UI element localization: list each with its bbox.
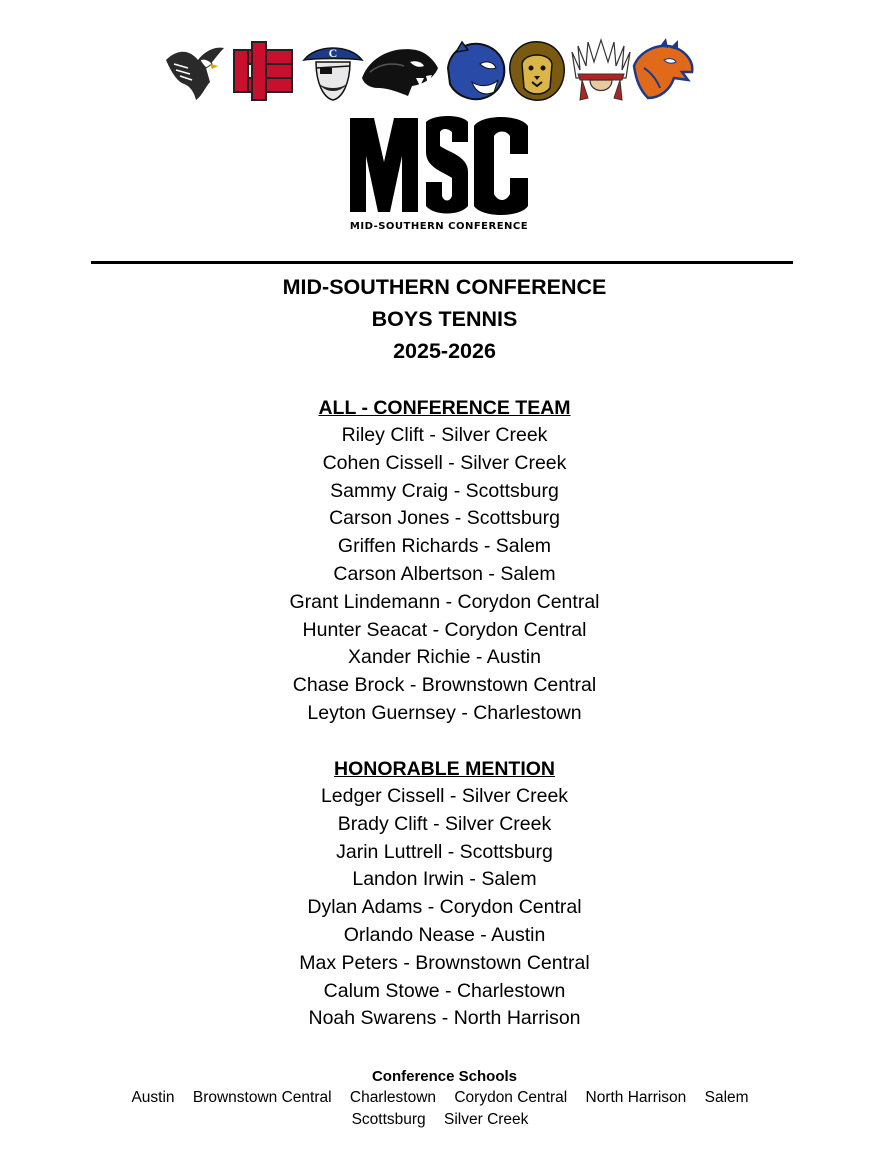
conference-schools-heading: Conference Schools [371,1068,518,1085]
msc-logo-caption: MID-SOUTHERN CONFERENCE [349,221,529,232]
list-item: Riley Clift - Silver Creek [341,424,548,446]
list-item: Griffen Richards - Salem [337,535,552,558]
list-item: Dylan Adams - Corydon Central [307,896,582,919]
school-name: Salem [704,1089,749,1106]
list-item: Landon Irwin - Salem [352,868,537,891]
wildcat-logo-icon [442,38,508,104]
school-logo-strip [160,38,696,104]
warrior-headdress-logo-icon [568,38,634,104]
school-name: North Harrison [585,1089,687,1106]
list-item: Hunter Seacat - Corydon Central [302,618,587,641]
list-item: Xander Richie - Austin [348,646,541,669]
all-conference-list [0,422,889,728]
list-item: Grant Lindemann - Corydon Central [289,590,600,613]
conference-title: MID-SOUTHERN CONFERENCE [282,275,607,299]
dragon-logo-icon [630,38,696,104]
pirate-logo-icon [300,38,366,104]
list-item: Orlando Nease - Austin [343,923,546,946]
lion-logo-icon [504,38,570,104]
list-item: Jarin Luttrell - Scottsburg [336,840,553,863]
list-item: Brady Clift - Silver Creek [337,812,552,835]
conference-schools-list [100,1087,780,1131]
list-item: Ledger Cissell - Silver Creek [320,785,569,807]
school-name: Charlestown [349,1089,437,1106]
list-item: Carson Jones - Scottsburg [329,507,560,530]
list-item: Chase Brock - Brownstown Central [292,674,597,697]
school-name: Brownstown Central [192,1089,332,1106]
list-item: Cohen Cissell - Silver Creek [322,451,567,474]
list-item: Noah Swarens - North Harrison [308,1007,581,1030]
cc-monogram-logo-icon [230,38,296,104]
list-item: Max Peters - Brownstown Central [299,951,590,974]
school-name: Austin [131,1089,175,1106]
honorable-mention-list [0,783,889,1033]
school-name: Scottsburg [351,1111,426,1128]
season-title: 2025-2026 [393,339,496,363]
msc-conference-logo [344,112,534,234]
sport-title: BOYS TENNIS [371,307,518,331]
svg-text:C: C [328,46,338,60]
school-name: Corydon Central [454,1089,568,1106]
list-item: Sammy Craig - Scottsburg [330,479,559,502]
header-divider [91,261,793,264]
list-item: Calum Stowe - Charlestown [323,979,566,1002]
eagle-logo-icon [160,38,226,104]
list-item: Leyton Guernsey - Charlestown [307,701,582,724]
all-conference-heading: ALL - CONFERENCE TEAM [318,397,571,419]
panther-logo-icon [360,38,440,104]
honorable-mention-heading: HONORABLE MENTION [334,758,555,780]
list-item: Carson Albertson - Salem [333,562,556,585]
school-name: Silver Creek [444,1111,529,1128]
